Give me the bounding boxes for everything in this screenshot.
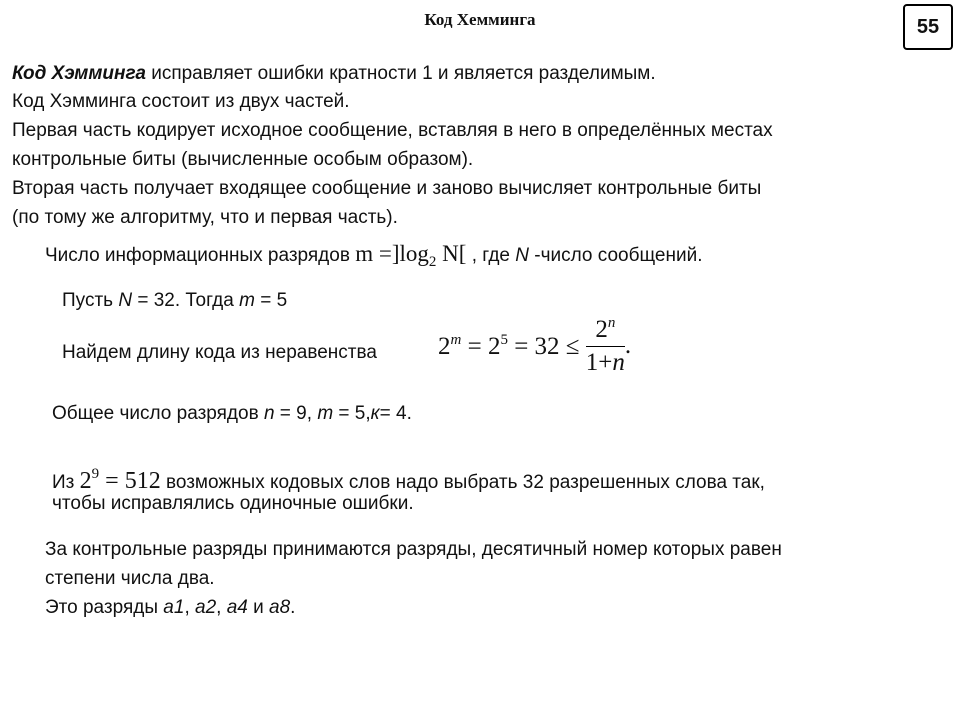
codewords-line-2: чтобы исправлялись одиночные ошибки. xyxy=(52,493,414,514)
ineq-end: . xyxy=(624,332,632,359)
ineq-den-var: n xyxy=(612,349,625,376)
inequality-formula xyxy=(438,315,631,377)
ineq-a-base: 2 xyxy=(438,332,451,360)
ineq-c: = 32 ≤ xyxy=(507,332,586,360)
control-a4: а4 xyxy=(226,597,248,618)
intro-line-4: контрольные биты (вычисленные особым образом). xyxy=(12,149,474,170)
totals-pre: Общее число разрядов xyxy=(52,403,264,424)
control-pre: Это разряды xyxy=(45,597,164,618)
example-pre: Пусть xyxy=(62,290,119,311)
example-n: N xyxy=(118,290,133,311)
info-digits-tail-b: -число сообщений. xyxy=(529,245,703,266)
example-m: m xyxy=(239,290,255,311)
codewords-rest: возможных кодовых слов надо выбрать 32 разрешенных слова так, xyxy=(160,472,765,493)
intro-line-6: (по тому же алгоритму, что и первая часть). xyxy=(12,207,398,228)
control-sep1: , xyxy=(184,597,195,618)
intro-term: Код Хэмминга xyxy=(12,63,146,84)
info-digits-tail-a: , где xyxy=(466,245,516,266)
formula-log-base: 2 xyxy=(428,254,437,270)
formula-main: m =]log xyxy=(355,241,429,266)
totals-n: n xyxy=(263,403,275,424)
ineq-b-base: = 2 xyxy=(461,332,501,360)
totals-k: к xyxy=(370,403,380,424)
control-line-3 xyxy=(45,594,295,622)
control-line-2: степени числа два. xyxy=(45,568,215,589)
control-and: и xyxy=(247,597,270,618)
inequality-label: Найдем длину кода из неравенства xyxy=(62,342,377,363)
example-mid: = 32. Тогда xyxy=(132,290,240,311)
intro-line-2: Код Хэмминга состоит из двух частей. xyxy=(12,91,350,112)
example-post: = 5 xyxy=(254,290,288,311)
intro-line-3: Первая часть кодирует исходное сообщение, вставляя в него в определённых местах xyxy=(12,120,773,141)
codewords-pre: Из xyxy=(52,472,80,493)
totals-line xyxy=(52,400,412,428)
ineq-b-exp: 5 xyxy=(500,331,508,348)
ineq-numerator xyxy=(586,315,625,347)
control-line-1: За контрольные разряды принимаются разряды, десятичный номер которых равен xyxy=(45,539,782,560)
formula-end: N[ xyxy=(436,241,467,266)
totals-eq1: = 9, xyxy=(274,403,318,424)
ineq-fraction xyxy=(586,315,625,377)
info-digits-line xyxy=(45,240,703,276)
ineq-a-exp: m xyxy=(450,331,462,348)
control-a2: а2 xyxy=(195,597,217,618)
page-title: Код Хемминга xyxy=(424,10,536,29)
control-end: . xyxy=(290,597,296,618)
page-number: 55 xyxy=(903,4,953,50)
ineq-num-exp: n xyxy=(607,315,616,331)
codewords-exp: 9 xyxy=(91,466,100,482)
info-digits-var: N xyxy=(515,245,530,266)
intro-line-1-rest: исправляет ошибки кратности 1 и является разделимым. xyxy=(145,63,656,84)
intro-line-1 xyxy=(12,60,656,88)
example-line xyxy=(62,287,287,315)
ineq-den-pre: 1+ xyxy=(585,349,613,376)
control-sep2: , xyxy=(216,597,227,618)
ineq-denominator xyxy=(586,347,625,377)
info-digits-label: Число информационных разрядов xyxy=(45,245,350,266)
control-a1: а1 xyxy=(163,597,185,618)
totals-m: m xyxy=(317,403,334,424)
codewords-eq: = 512 xyxy=(99,468,161,494)
codewords-base: 2 xyxy=(79,468,92,494)
info-digits-formula xyxy=(355,241,467,270)
intro-line-5: Вторая часть получает входящее сообщение и заново вычисляет контрольные биты xyxy=(12,178,762,199)
totals-eq3: = 4. xyxy=(379,403,412,424)
totals-eq2: = 5, xyxy=(333,403,371,424)
control-a8: а8 xyxy=(269,597,291,618)
ineq-num-base: 2 xyxy=(595,316,608,343)
